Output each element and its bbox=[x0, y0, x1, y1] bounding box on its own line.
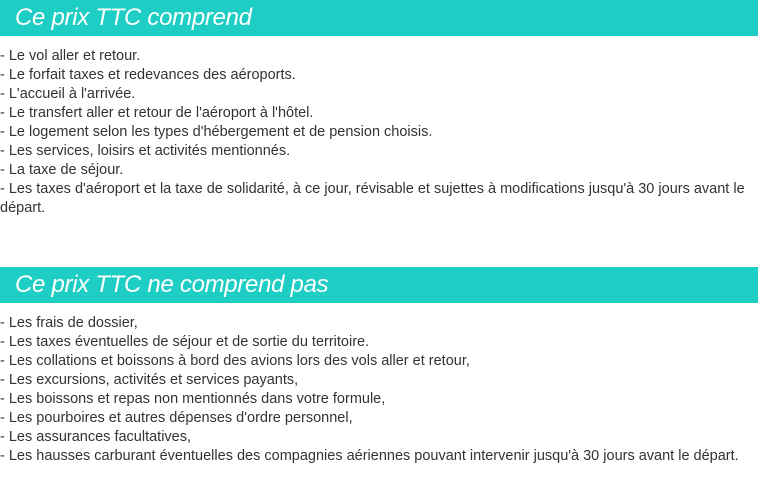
excluded-list bbox=[0, 303, 758, 466]
included-item: - L'accueil à l'arrivée. bbox=[0, 86, 136, 102]
included-item: - Le transfert aller et retour de l'aéroport à l'hôtel. bbox=[0, 105, 314, 121]
excluded-item: - Les hausses carburant éventuelles des compagnies aériennes pouvant intervenir jusqu'à 30 jours avant le départ. bbox=[0, 448, 739, 464]
excluded-item: - Les boissons et repas non mentionnés dans votre formule, bbox=[0, 391, 386, 407]
excluded-header bbox=[0, 267, 758, 303]
excluded-item: - Les assurances facultatives, bbox=[0, 429, 192, 445]
excluded-item: - Les pourboires et autres dépenses d'ordre personnel, bbox=[0, 410, 353, 426]
included-item: - La taxe de séjour. bbox=[0, 162, 124, 178]
included-title: Ce prix TTC comprend bbox=[15, 4, 252, 31]
included-item: - Les services, loisirs et activités mentionnés. bbox=[0, 143, 291, 159]
included-list bbox=[0, 36, 758, 256]
excluded-item: - Les taxes éventuelles de séjour et de sortie du territoire. bbox=[0, 334, 370, 350]
included-item: - Les taxes d'aéroport et la taxe de solidarité, à ce jour, révisable et sujettes à modifications jusqu'à 30 jours avant le départ. bbox=[0, 181, 745, 216]
included-item: - Le logement selon les types d'hébergement et de pension choisis. bbox=[0, 124, 433, 140]
included-item: - Le forfait taxes et redevances des aéroports. bbox=[0, 67, 296, 83]
excluded-title: Ce prix TTC ne comprend pas bbox=[15, 271, 329, 298]
excluded-item: - Les collations et boissons à bord des avions lors des vols aller et retour, bbox=[0, 353, 470, 369]
excluded-section bbox=[0, 267, 758, 466]
excluded-item: - Les frais de dossier, bbox=[0, 315, 138, 331]
included-item: - Le vol aller et retour. bbox=[0, 48, 141, 64]
included-header bbox=[0, 0, 758, 36]
excluded-item: - Les excursions, activités et services payants, bbox=[0, 372, 299, 388]
